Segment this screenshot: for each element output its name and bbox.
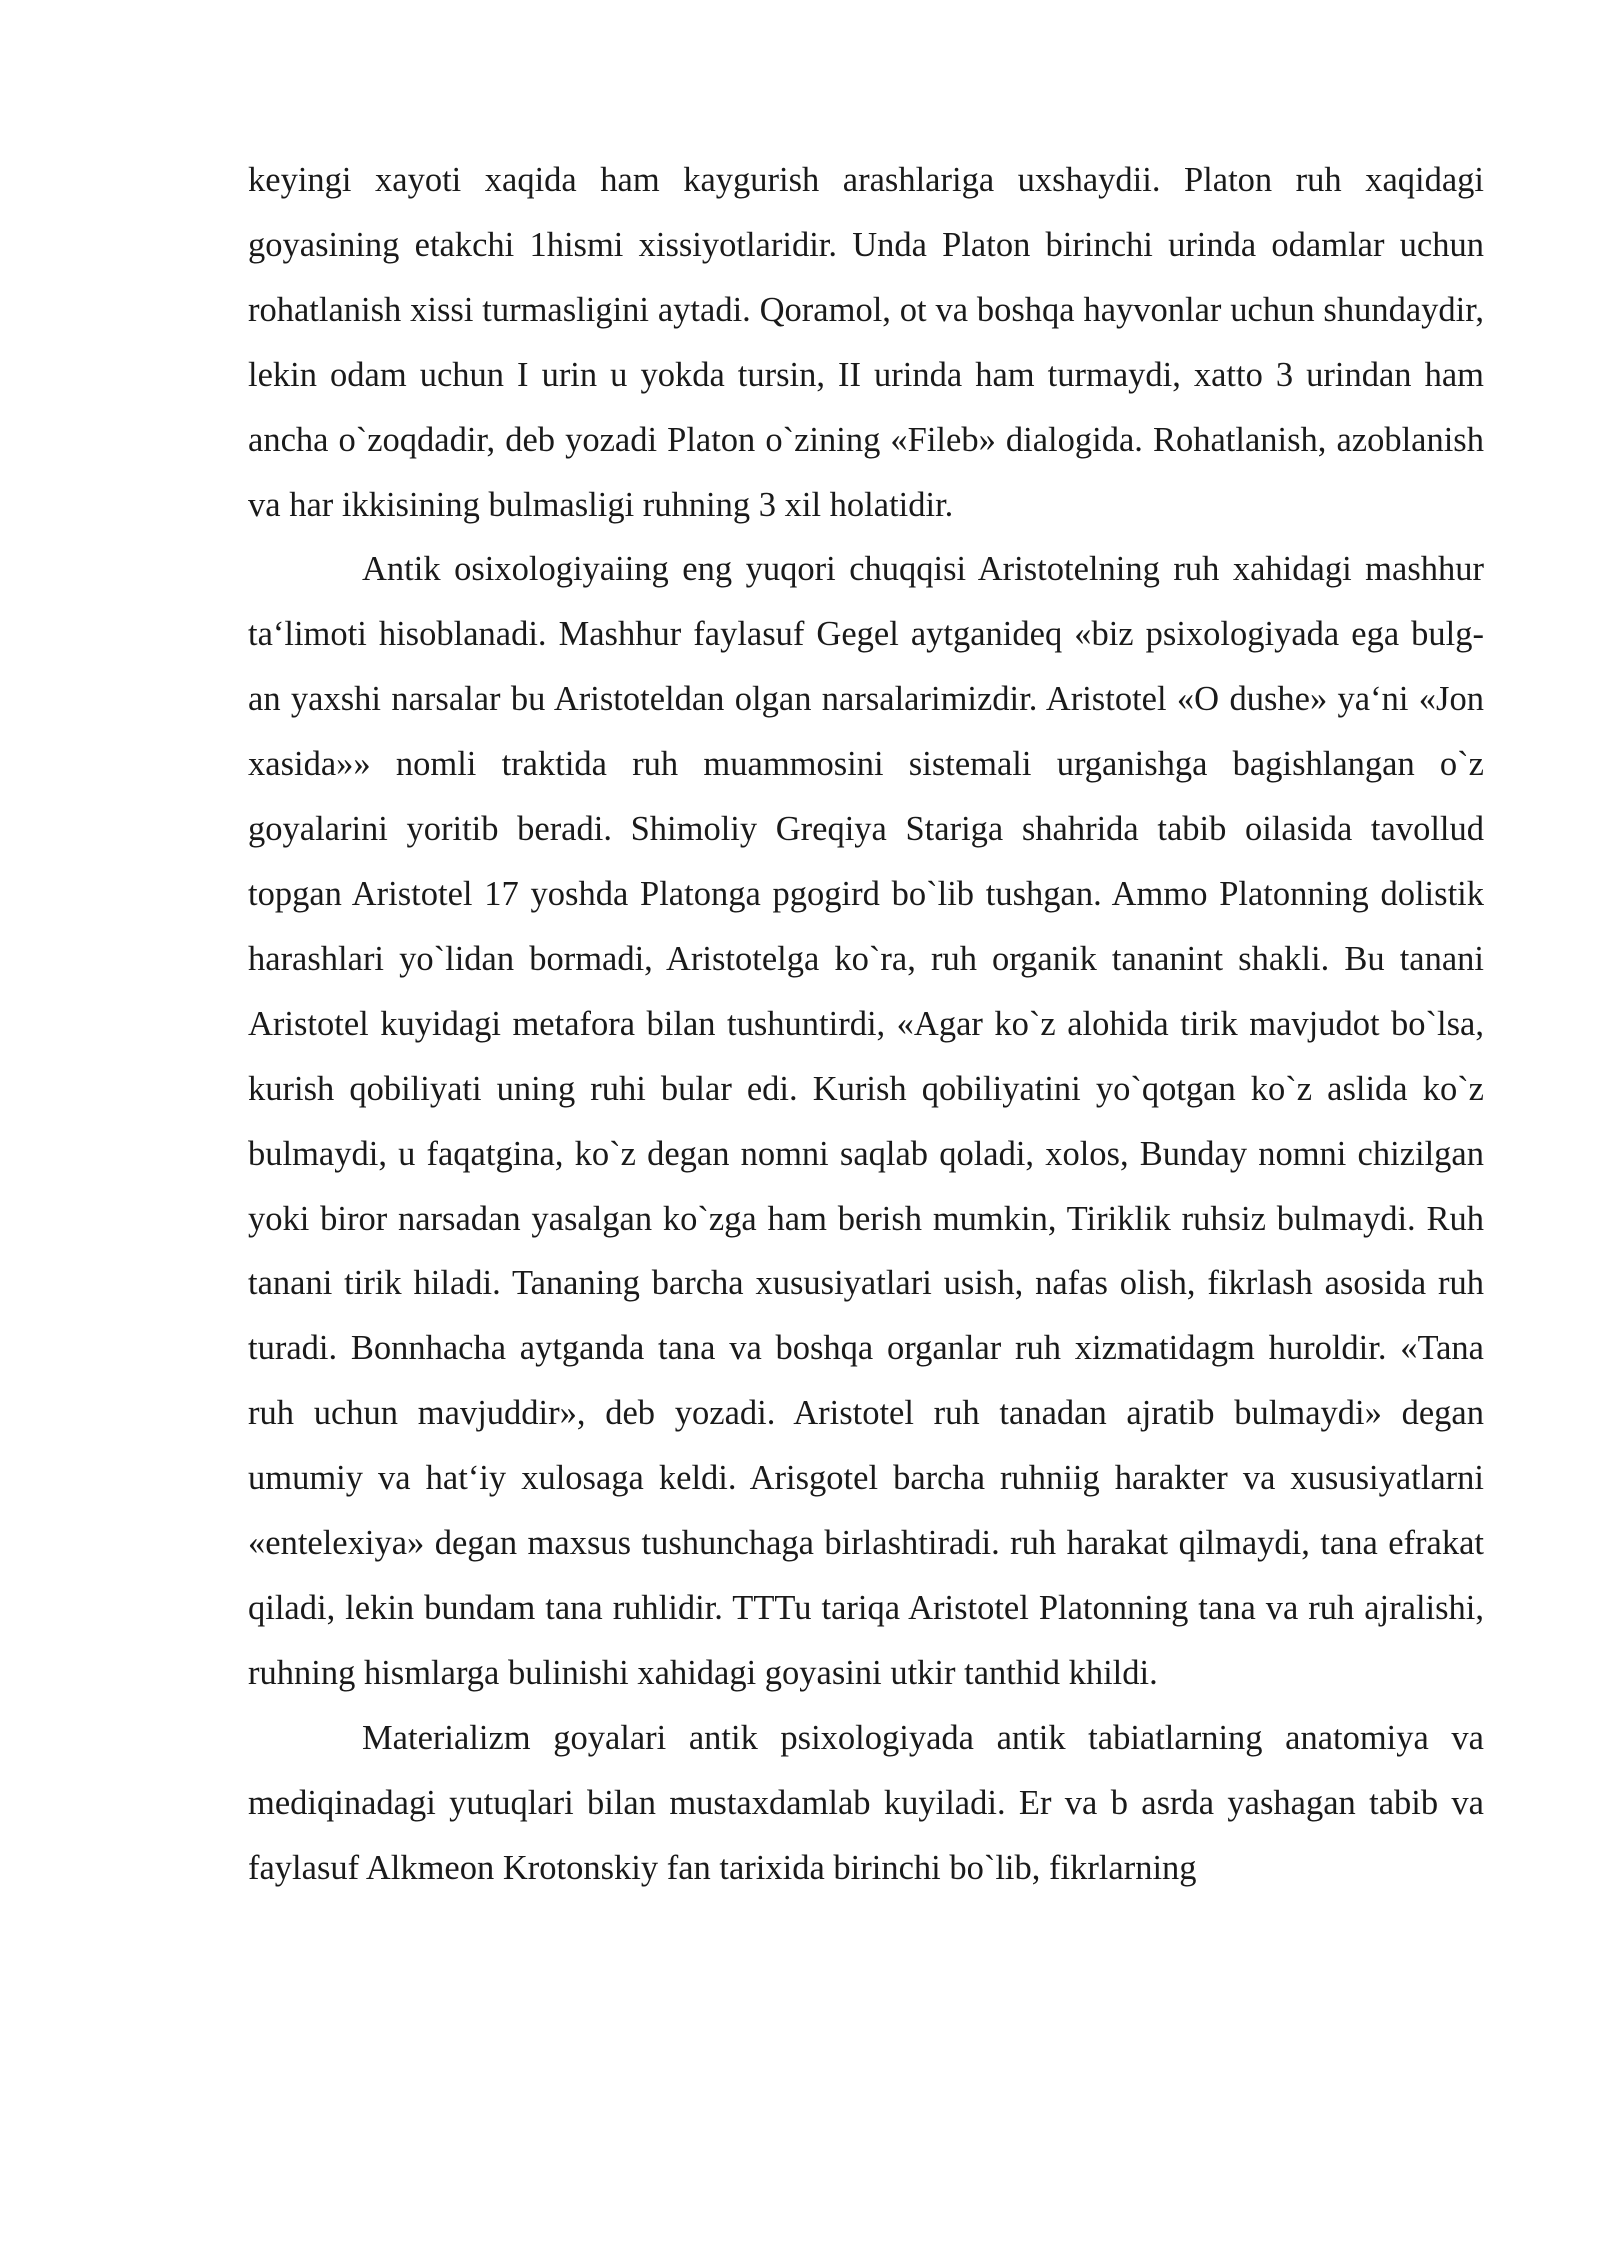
body-text xyxy=(248,148,1484,1900)
paragraph-1: keyingi xayoti xaqida ham kaygurish arashlariga uxshaydii. Platon ruh xaqidagi goyasining etakchi 1hismi xissiyotlaridir. Unda Platon birinchi urinda odamlar uchun rohatlanish xissi turmasligini aytadi. Qoramol, ot va boshqa hayvonlar uchun shundaydir, lekin odam uchun I urin u yokda tursin, II urinda ham turmaydi, xatto 3 urindan ham ancha o`zoqdadir, deb yozadi Platon o`zining «Fileb» dialogida. Rohatlanish, azoblanish va har ikkisining bulmasligi ruhning 3 xil holatidir. xyxy=(248,161,1484,524)
paragraph-2: Antik osixologiyaiing eng yuqori chuqqisi Aristotelning ruh xahidagi mashhur ta‘limoti hisoblanadi. Mashhur faylasuf Gegel aytganideq «biz psixologiyada ega bulg-an yaxshi narsalar bu Aristoteldan olgan narsalarimizdir. Aristotel «O dushe» ya‘ni «Jon xasida»» nomli traktida ruh muammosini sistemali urganishga bagishlangan o`z goyalarini yoritib beradi. Shimoliy Greqiya Stariga shahrida tabib oilasida tavollud topgan Aristotel 17 yoshda Platonga pgogird bo`lib tushgan. Ammo Platonning dolistik harashlari yo`lidan bormadi, Aristotelga ko`ra, ruh organik tananint shakli. Bu tanani Aristotel kuyidagi metafora bilan tushuntirdi, «Agar ko`z alohida tirik mavjudot bo`lsa, kurish qobiliyati uning ruhi bular edi. Kurish qobiliyatini yo`qotgan ko`z aslida ko`z bulmaydi, u faqatgina, ko`z degan nomni saqlab qoladi, xolos, Bunday nomni chizilgan yoki biror narsadan yasalgan ko`zga ham berish mumkin, Tiriklik ruhsiz bulmaydi. Ruh tanani tirik hiladi. Tananing barcha xususiyatlari usish, nafas olish, fikrlash asosida ruh turadi. Bonnhacha aytganda tana va boshqa organlar ruh xizmatidagm huroldir. «Tana ruh uchun mavjuddir», deb yozadi. Aristotel ruh tanadan ajratib bulmaydi» degan umumiy va hat‘iy xulosaga keldi. Arisgotel barcha ruhniig harakter va xususiyatlarni «entelexiya» degan maxsus tushunchaga birlashtiradi. ruh harakat qilmaydi, tana efrakat qiladi, lekin bundam tana ruhlidir. TTTu tariqa Aristotel Platonning tana va ruh ajralishi, ruhning hismlarga bulinishi xahidagi goyasini utkir tanthid khildi. xyxy=(248,550,1484,1692)
paragraph-3: Materializm goyalari antik psixologiyada antik tabiatlarning anatomiya va mediqinadagi yutuqlari bilan mustaxdamlab kuyiladi. Er va b asrda yashagan tabib va faylasuf Alkmeon Krotonskiy fan tarixida birinchi bo`lib, fikrlarning xyxy=(248,1718,1484,1887)
